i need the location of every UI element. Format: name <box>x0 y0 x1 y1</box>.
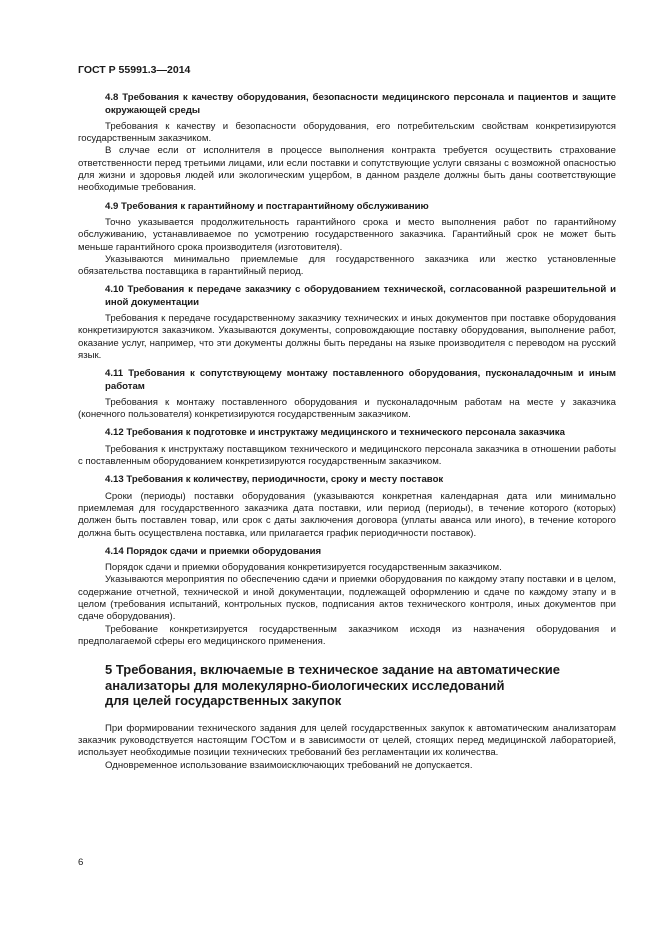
document-page <box>78 64 616 778</box>
paragraph: Точно указывается продолжительность гарантийного срока и место выполнения работ по гарантийному обслуживанию, устанавливаемое по усмотрению государственного заказчика. Гарантийный срок не может быть меньше гарантийного срока производителя (изготовителя). <box>78 216 616 253</box>
section-4-9 <box>78 201 616 279</box>
paragraph: Требование конкретизируется государственным заказчиком исходя из назначения оборудования и предполагаемой сферы его медицинского применения. <box>78 623 616 647</box>
paragraph: В случае если от исполнителя в процессе выполнения контракта требуется осуществить страхование ответственности перед третьими лицами, или если поставки и сопутствующие услуги связаны с возможной опасностью для жизни и здоровья людей или экологическим ущербом, в данном разделе должны быть даны соответствующие необходимые требования. <box>78 145 616 194</box>
paragraph: Требования к монтажу поставленного оборудования и пусконаладочным работам на месте у заказчика (конечного пользователя) конкретизируются государственным заказчиком. <box>78 396 616 421</box>
section-5-heading-line: анализаторы для молекулярно-биологических исследований <box>105 677 505 693</box>
section-heading: 4.13 Требования к количеству, периодичности, сроку и месту поставок <box>105 474 444 486</box>
section-heading: 4.8 Требования к качеству оборудования, безопасности медицинского персонала и пациентов и защите окружающей среды <box>105 92 616 116</box>
paragraph: Указываются минимально приемлемые для государственного заказчика или жестко установленные обязательства поставщика в гарантийный период. <box>78 253 616 278</box>
page-number: 6 <box>78 857 84 868</box>
section-4-8 <box>78 92 616 194</box>
section-heading: 4.10 Требования к передаче заказчику с оборудованием технической, согласованной разрешительной и иной документации <box>105 284 616 308</box>
section-4-10 <box>78 284 616 362</box>
paragraph: Порядок сдачи и приемки оборудования конкретизируется государственным заказчиком. <box>105 562 502 574</box>
section-4-13 <box>78 474 616 539</box>
section-4-11 <box>78 368 616 421</box>
paragraph: При формировании технического задания для целей государственных закупок к автоматическим анализаторам заказчик руководствуется настоящим ГОСТом и в зависимости от целей, стоящих перед медицинской лабораторией, использует необходимые позиции технических требований без регламентации их количества. <box>78 722 616 759</box>
section-heading: 4.9 Требования к гарантийному и постгарантийному обслуживанию <box>105 200 429 212</box>
paragraph: Требования к качеству и безопасности оборудования, его потребительским свойствам конкретизируются государственным заказчиком. <box>78 120 616 145</box>
paragraph: Сроки (периоды) поставки оборудования (указываются конкретная календарная дата или минимально приемлемая для государственного заказчика дата поставки, или период (периоды), в течение которого (которых) должен быть поставлен товар, или срок с даты заключения договора (уплаты аванса или иного), в течение которого должна быть осуществлена поставка, или прилагается график периодичности поставок). <box>78 490 616 539</box>
section-heading: 4.14 Порядок сдачи и приемки оборудования <box>105 545 322 557</box>
section-heading: 4.12 Требования к подготовке и инструктажу медицинского и технического персонала заказчика <box>105 427 565 439</box>
section-5-heading-line: 5 Требования, включаемые в техническое задание на автоматические <box>105 662 560 678</box>
section-heading: 4.11 Требования к сопутствующему монтажу поставленного оборудования, пусконаладочным и иным работам <box>105 368 616 392</box>
paragraph: Указываются мероприятия по обеспечению сдачи и приемки оборудования по каждому этапу поставки и в целом, содержание отчетной, технической и иной документации, подлежащей оформлению и сдаче по каждому этапу и в целом (требования испытаний, контрольных пусков, подписания актов технического контроля, иных документов при сдаче оборудования). <box>78 574 616 623</box>
section-5-heading <box>78 662 616 709</box>
section-4-14 <box>78 546 616 648</box>
section-5-heading-line: для целей государственных закупок <box>105 693 342 709</box>
paragraph: Одновременное использование взаимоисключающих требований не допускается. <box>105 759 473 771</box>
section-5-body <box>78 723 616 772</box>
paragraph: Требования к инструктажу поставщиком технического и медицинского персонала заказчика в отношении работы с поставленным оборудованием конкретизируются государственным заказчиком. <box>78 443 616 468</box>
section-4-12 <box>78 427 616 468</box>
document-header: ГОСТ Р 55991.3—2014 <box>78 64 191 76</box>
paragraph: Требования к передаче государственному заказчику технических и иных документов при поставке оборудования конкретизируются заказчиком. Указываются документы, сопровождающие поставку оборудования, выполнение работ, оказание услуг, например, что эти документы должны быть переданы на языке производителя с переводом на русский язык. <box>78 313 616 361</box>
